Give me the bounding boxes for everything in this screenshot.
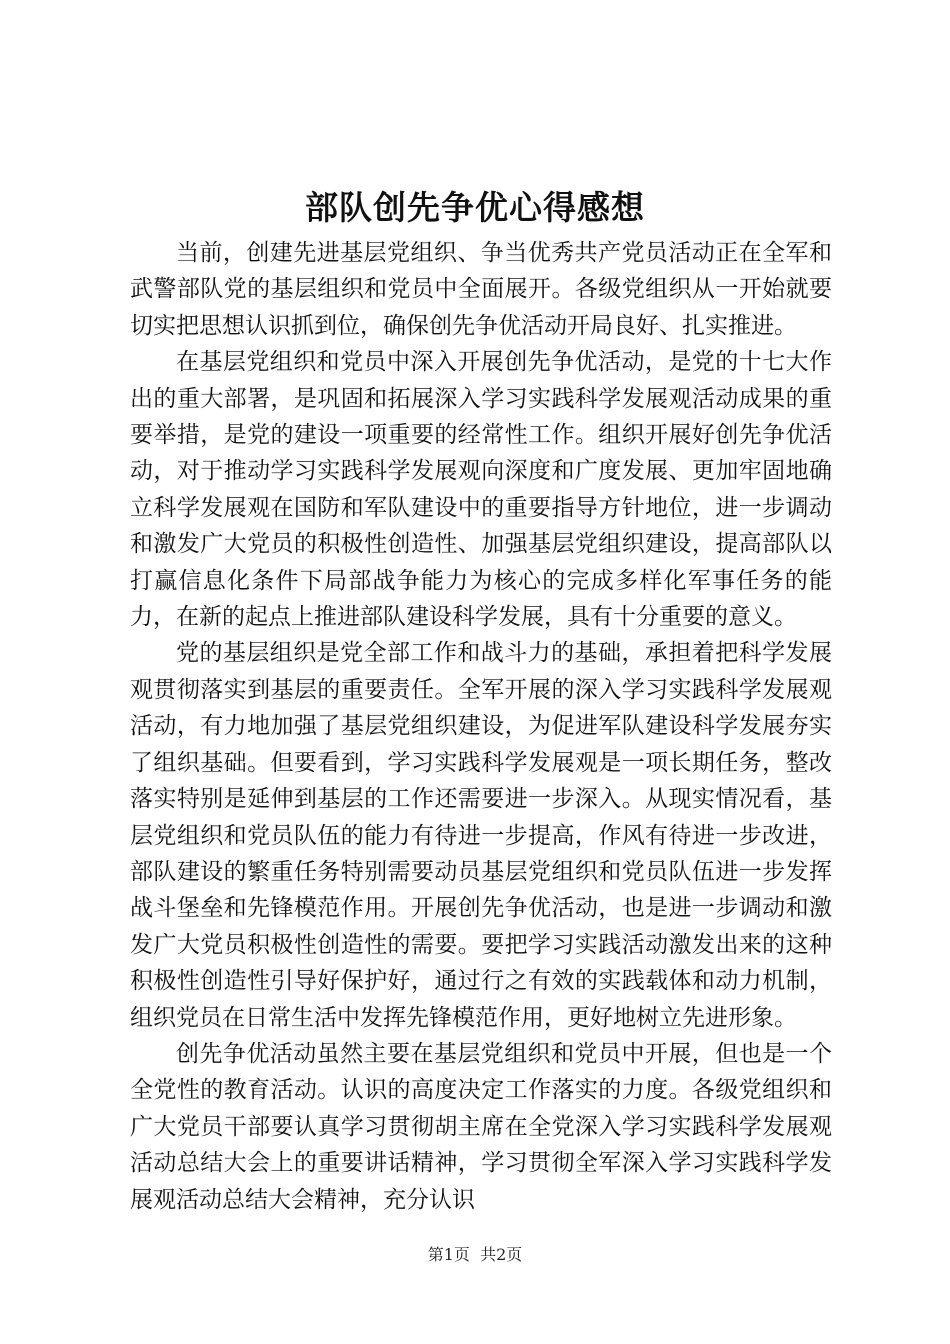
paragraph: 在基层党组织和党员中深入开展创先争优活动，是党的十七大作出的重大部署，是巩固和拓展深入学习实践科学发展观活动成果的重要举措，是党的建设一项重要的经常性工作。组织开展好创先争优活动，对于推动学习实践科学发展观向深度和广度发展、更加牢固地确立科学发展观在国防和军队建设中的重要指导方针地位，进一步调动和激发广大党员的积极性创造性、加强基层党组织建设，提高部队以打赢信息化条件下局部战争能力为核心的完成多样化军事任务的能力，在新的起点上推进部队建设科学发展，具有十分重要的意义。 — [130, 349, 832, 631]
paragraph: 党的基层组织是党全部工作和战斗力的基础，承担着把科学发展观贯彻落实到基层的重要责任。全军开展的深入学习实践科学发展观活动，有力地加强了基层党组织建设，为促进军队建设科学发展夯实了组织基础。但要看到，学习实践科学发展观是一项长期任务，整改落实特别是延伸到基层的工作还需要进一步深入。从现实情况看，基层党组织和党员队伍的能力有待进一步提高，作风有待进一步改进，部队建设的繁重任务特别需要动员基层党组织和党员队伍进一步发挥战斗堡垒和先锋模范作用。开展创先争优活动，也是进一步调动和激发广大党员积极性创造性的需要。要把学习实践活动激发出来的这种积极性创造性引导好保护好，通过行之有效的实践载体和动力机制，组织党员在日常生活中发挥先锋模范作用，更好地树立先进形象。 — [130, 640, 832, 1031]
paragraph: 当前，创建先进基层党组织、争当优秀共产党员活动正在全军和武警部队党的基层组织和党员中全面展开。各级党组织从一开始就要切实把思想认识抓到位，确保创先争优活动开局良好、扎实推进。 — [130, 240, 832, 339]
paragraph: 创先争优活动虽然主要在基层党组织和党员中开展，但也是一个全党性的教育活动。认识的高度决定工作落实的力度。各级党组织和广大党员干部要认真学习贯彻胡主席在全党深入学习实践科学发展观活动总结大会上的重要讲话精神，学习贯彻全军深入学习实践科学发展观活动总结大会精神，充分认识 — [130, 1040, 832, 1213]
page-number: 第1页 共2页 — [427, 1245, 523, 1264]
document-body — [130, 235, 832, 1218]
document-title: 部队创先争优心得感想 — [305, 188, 645, 227]
page-footer — [0, 1243, 950, 1267]
